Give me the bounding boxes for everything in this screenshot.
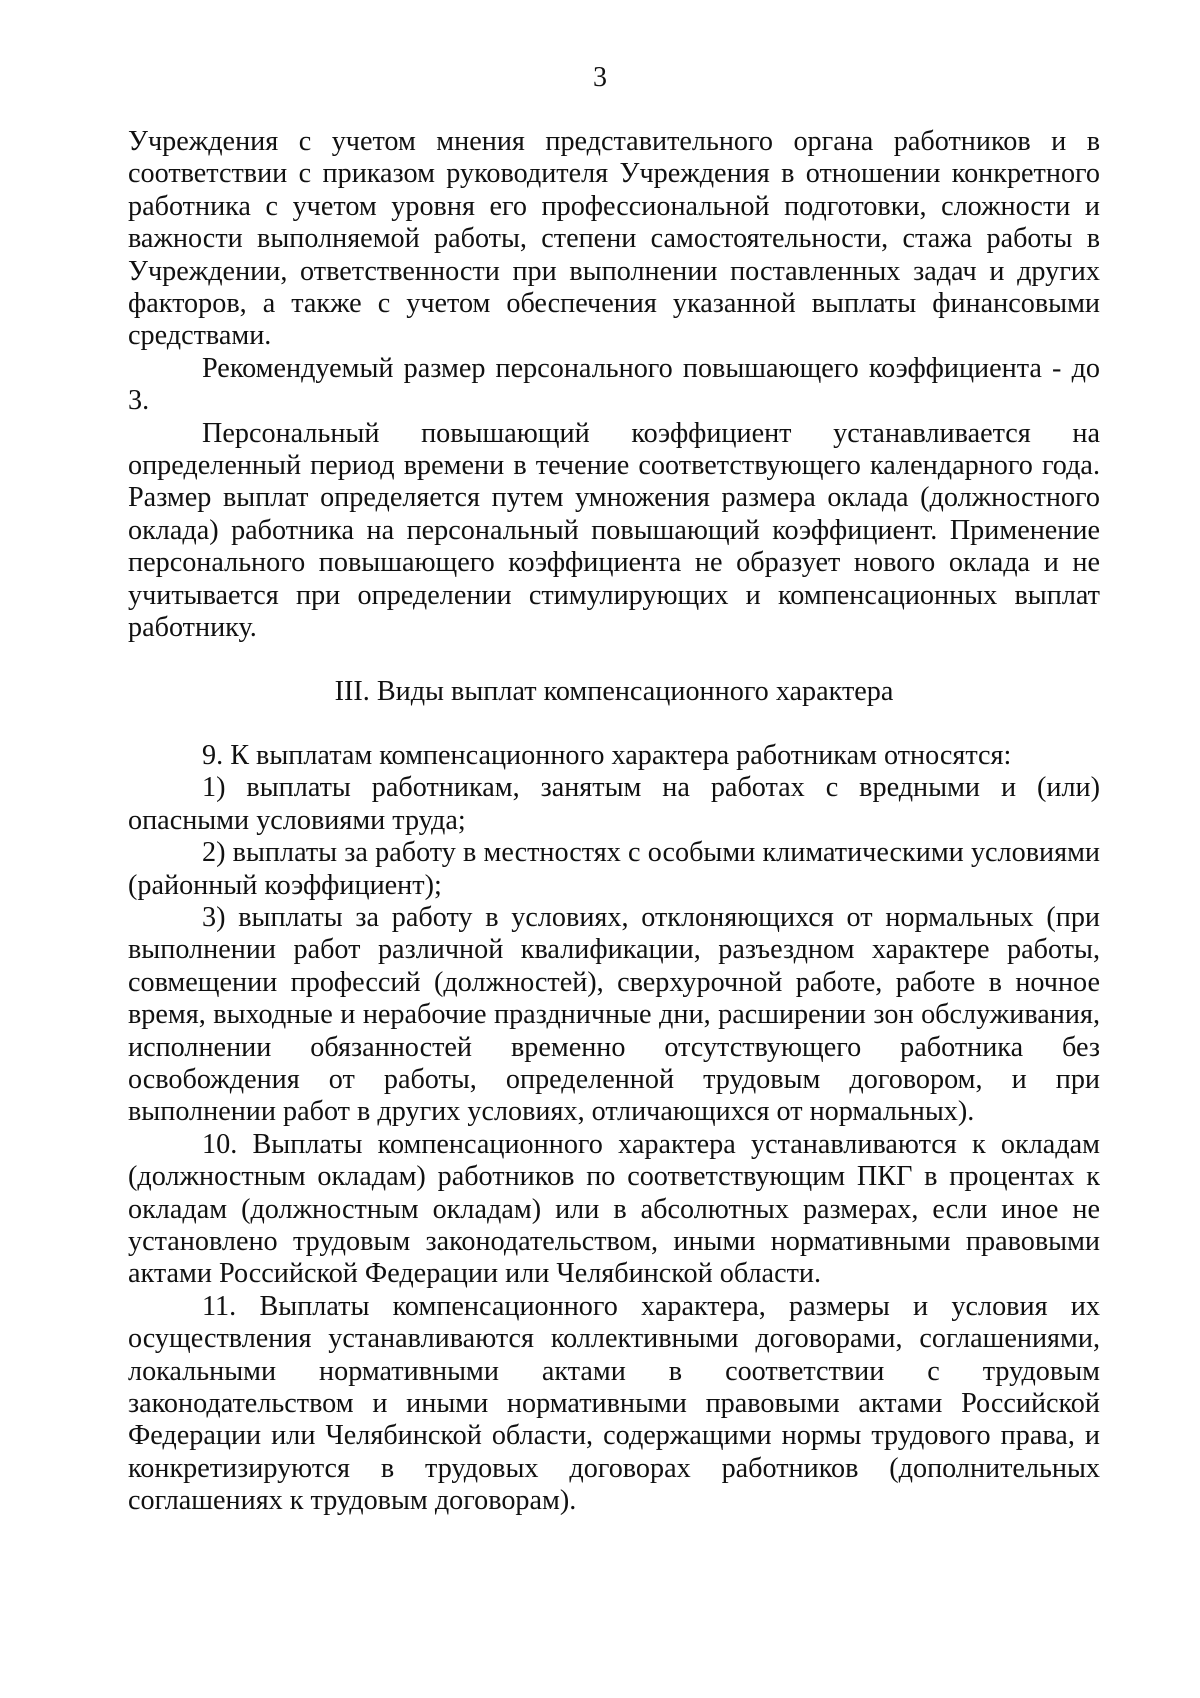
paragraph-continuation: Учреждения с учетом мнения представительного органа работников и в соответствии с приказом руководителя Учреждения в отношении конкретного работника с учетом уровня его профессиональной подготовки, сложности и важности выполняемой работы, степени самостоятельности, стажа работы в Учреждении, ответственности при выполнении поставленных задач и других факторов, а также с учетом обеспечения указанной выплаты финансовыми средствами.	[128, 126, 1100, 352]
paragraph-item-9-2: 2) выплаты за работу в местностях с особыми климатическими условиями (районный коэффициент);	[128, 837, 1100, 901]
document-body	[128, 126, 1100, 1518]
paragraph-item-9: 9. К выплатам компенсационного характера работникам относятся:	[202, 739, 1012, 771]
paragraph-personal-coefficient: Персональный повышающий коэффициент устанавливается на определенный период времени в течение соответствующего календарного года. Размер выплат определяется путем умножения размера оклада (должностного оклада) работника на персональный повышающий коэффициент. Применение персонального повышающего коэффициента не образует нового оклада и не учитывается при определении стимулирующих и компенсационных выплат работнику.	[128, 417, 1100, 644]
paragraph-item-9-1: 1) выплаты работникам, занятым на работах с вредными и (или) опасными условиями труда;	[128, 772, 1100, 836]
paragraph-item-11: 11. Выплаты компенсационного характера, размеры и условия их осуществления устанавливаются коллективными договорами, соглашениями, локальными нормативными актами в соответствии с трудовым законодательством и иными нормативными правовыми актами Российской Федерации или Челябинской области, содержащими нормы трудового права, и конкретизируются в трудовых договорах работников (дополнительных соглашениях к трудовым договорам).	[128, 1290, 1100, 1517]
paragraph-item-10: 10. Выплаты компенсационного характера устанавливаются к окладам (должностным окладам) работников по соответствующим ПКГ в процентах к окладам (должностным окладам) или в абсолютных размерах, если иное не установлено трудовым законодательством, иными нормативными правовыми актами Российской Федерации или Челябинской области.	[128, 1128, 1100, 1290]
page-number: 3	[593, 62, 607, 93]
paragraph-item-9-3: 3) выплаты за работу в условиях, отклоняющихся от нормальных (при выполнении работ различной квалификации, разъездном характере работы, совмещении профессий (должностей), сверхурочной работе, работе в ночное время, выходные и нерабочие праздничные дни, расширении зон обслуживания, исполнении обязанностей временно отсутствующего работника без освобождения от работы, определенной трудовым договором, и при выполнении работ в других условиях, отличающихся от нормальных).	[128, 901, 1100, 1128]
section-heading: III. Виды выплат компенсационного характера	[334, 675, 894, 707]
paragraph-recommended-coefficient: Рекомендуемый размер персонального повышающего коэффициента - до 3.	[128, 352, 1100, 417]
